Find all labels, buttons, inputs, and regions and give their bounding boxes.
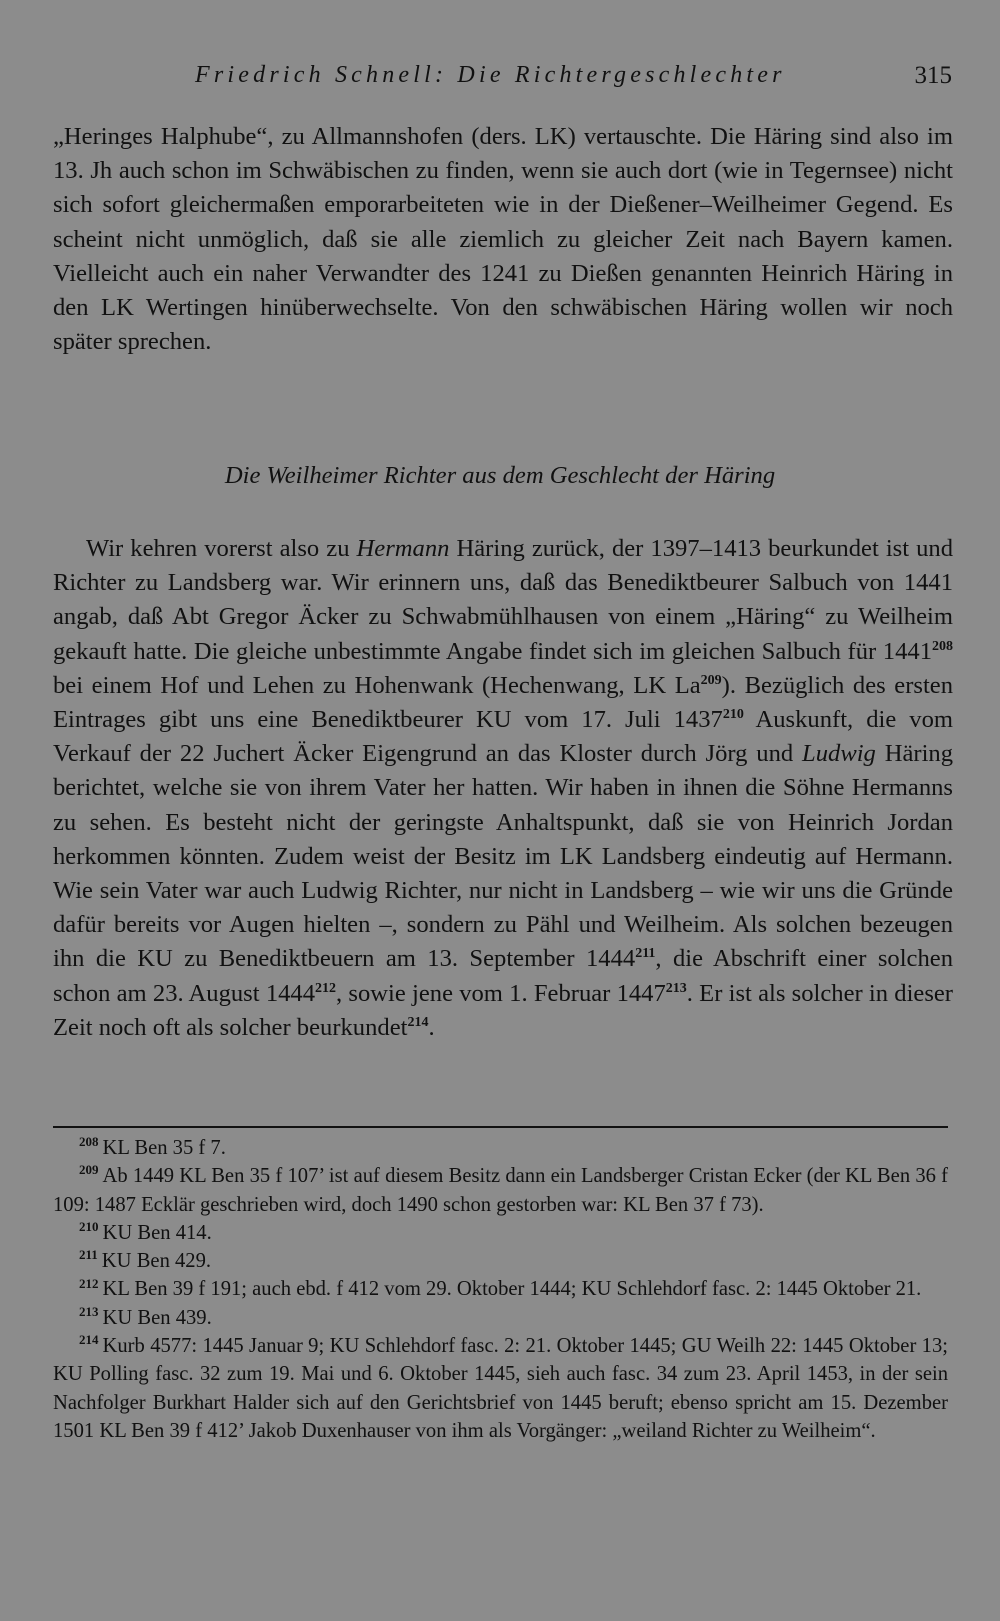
footnote-ref-213[interactable]: 213 [665, 980, 687, 996]
text-segment: , sowie jene vom 1. Februar 1447 [336, 979, 666, 1007]
text-segment: . Er ist als solcher in dieser Zeit noch oft als solcher beurkundet [53, 979, 954, 1041]
text-segment: Häring zurück, der 1397–1413 beurkundet ist und Richter zu Landsberg war. Wir erinnern uns, daß das Benediktbeurer Salbuch von 1441 angab, daß Abt Gregor Äcker zu Schwabmühlhausen von einem „Häring“ zu Weilheim gekauft hatte. Die gleiche unbestimmte Angabe findet sich im gleichen Salbuch für 1441 [53, 535, 954, 665]
footnotes [53, 1134, 948, 1445]
footnote-text: Ab 1449 KL Ben 35 f 107’ ist auf diesem Besitz dann ein Landsberger Cristan Ecker (der KL Ben 36 f 109: 1487 Ecklär geschrieben wird, doch 1490 schon gestorben war: KL Ben 37 f 73). [53, 1165, 948, 1216]
text-segment: Auskunft, die vom Verkauf der 22 Juchert Äcker Eigengrund an das Kloster durch Jörg und [53, 706, 953, 768]
footnote-ref-209[interactable]: 209 [700, 672, 722, 688]
italic-name-ludwig: Ludwig [802, 740, 876, 768]
text-segment: . [428, 1013, 435, 1041]
footnote-divider [53, 1126, 948, 1128]
footnote-number: 210 [79, 1219, 99, 1235]
footnote-number: 208 [79, 1134, 99, 1150]
footnote-text: KU Ben 414. [102, 1221, 212, 1244]
text-segment: bei einem Hof und Lehen zu Hohenwank (Hechenwang, LK La [53, 671, 701, 699]
paragraph-continuation: „Heringes Halphube“, zu Allmannshofen (ders. LK) vertauschte. Die Häring sind also im 13. Jh auch schon im Schwäbischen zu finden, wenn sie auch dort (wie in Tegernsee) nicht sich sofort gleichermaßen emporarbeiteten wie in der Dießener–Weilheimer Gegend. Es scheint nicht unmöglich, daß sie alle ziemlich zu gleicher Zeit nach Bayern kamen. Vielleicht auch ein naher Verwandter des 1241 zu Dießen genannten Heinrich Häring in den LK Wertingen hinüberwechselte. Von den schwäbischen Häring wollen wir noch später sprechen. [53, 123, 953, 356]
text-segment: Wir kehren vorerst also zu [86, 535, 357, 562]
footnote-ref-211[interactable]: 211 [635, 946, 656, 962]
footnote-text: KU Ben 429. [101, 1250, 212, 1273]
footnote-ref-212[interactable]: 212 [315, 980, 337, 996]
footnote-text: KU Ben 439. [102, 1306, 212, 1329]
footnote-number: 209 [79, 1162, 99, 1178]
footnote-209 [53, 1162, 948, 1219]
footnote-214 [53, 1332, 948, 1445]
running-header [0, 58, 1000, 98]
footnote-212 [53, 1275, 948, 1303]
running-title: Friedrich Schnell: Die Richtergeschlechter [195, 62, 786, 88]
footnote-213 [53, 1304, 948, 1332]
footnote-number: 211 [79, 1247, 98, 1263]
footnote-text: Kurb 4577: 1445 Januar 9; KU Schlehdorf fasc. 2: 21. Oktober 1445; GU Weilh 22: 1445 Oktober 13; KU Polling fasc. 32 zum 19. Mai und 6. Oktober 1445, sieh auch fasc. 34 zum 23. April 1453, in der sein Nachfolger Burkhart Halder sich auf den Gerichtsbrief von 1445 beruft; ebenso spricht am 15. Dezember 1501 KL Ben 39 f 412’ Jakob Duxenhauser von ihm als Vorgänger: „weiland Richter zu Weilheim“. [53, 1335, 948, 1442]
footnote-ref-214[interactable]: 214 [407, 1014, 429, 1030]
footnote-ref-208[interactable]: 208 [932, 638, 953, 654]
footnote-208 [53, 1134, 948, 1162]
italic-name-hermann: Hermann [356, 535, 450, 562]
footnote-text: KL Ben 39 f 191; auch ebd. f 412 vom 29. Oktober 1444; KU Schlehdorf fasc. 2: 1445 Oktober 21. [102, 1278, 922, 1301]
text-segment: Häring berichtet, welche sie von ihrem Vater her hatten. Wir haben in ihnen die Söhne Hermanns zu sehen. Es besteht nicht der geringste Anhaltspunkt, daß sie von Heinrich Jordan herkommen könnten. Zudem weist der Besitz im LK Landsberg eindeutig auf Hermann. Wie sein Vater war auch Ludwig Richter, nur nicht in Landsberg – wie wir uns die Gründe dafür bereits vor Augen hielten –, sondern zu Pähl und Weilheim. Als solchen bezeugen ihn die KU zu Benediktbeuern am 13. September 1444 [53, 740, 953, 973]
paragraph-weilheimer-richter [53, 532, 953, 1045]
text-segment: , die Abschrift einer solchen schon am 23. August 1444 [53, 945, 953, 1007]
text-segment: ). Bezüglich des ersten Eintrages gibt uns eine Benediktbeurer KU vom 17. Juli 1437 [53, 671, 954, 734]
footnote-number: 212 [79, 1275, 99, 1291]
section-heading: Die Weilheimer Richter aus dem Geschlecht der Häring [224, 462, 776, 489]
footnote-number: 213 [79, 1303, 99, 1319]
footnote-number: 214 [79, 1332, 99, 1348]
footnote-text: KL Ben 35 f 7. [102, 1137, 226, 1159]
footnote-ref-210[interactable]: 210 [722, 706, 744, 722]
page-number: 315 [914, 62, 952, 89]
footnote-211 [53, 1247, 948, 1275]
footnote-210 [53, 1219, 948, 1247]
